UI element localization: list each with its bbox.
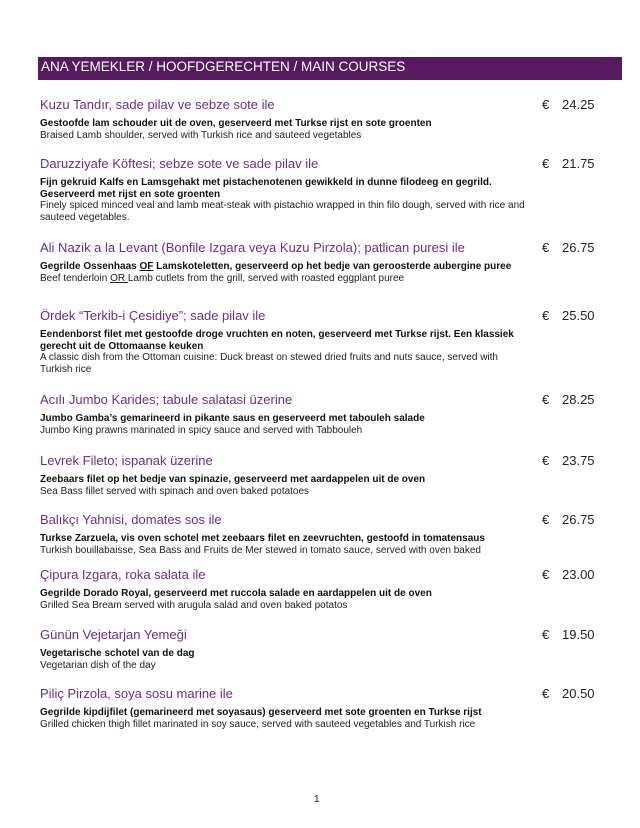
english-description: [40, 486, 525, 498]
currency-symbol: €: [542, 97, 550, 112]
dutch-description: [40, 474, 520, 486]
description-text: Jumbo Gamba’s gemarineerd in pikante saus en geserveerd met tabouleh salade: [40, 413, 425, 424]
menu-item: [40, 627, 620, 672]
dish-price: [542, 308, 595, 324]
dish-name: Piliç Pirzola, soya sosu marine ile: [40, 686, 233, 701]
currency-symbol: €: [542, 240, 550, 255]
dutch-description: [40, 329, 520, 352]
emphasis-text: OR: [110, 272, 128, 284]
section-header: ANA YEMEKLER / HOOFDGERECHTEN / MAIN COURSES: [38, 57, 622, 80]
dutch-description: [40, 588, 520, 600]
emphasis-text: OF: [139, 261, 154, 272]
english-description: [40, 200, 525, 224]
description-text: Vegetarische schotel van de dag: [40, 648, 195, 659]
description-text: Jumbo King prawns marinated in spicy sauce and served with Tabbouleh: [40, 424, 363, 436]
menu-item: [40, 567, 620, 612]
dish-name: Ördek “Terkib-i Çesidiye”; sade pilav ile: [40, 308, 266, 323]
page-number: 1: [314, 794, 320, 805]
currency-symbol: €: [542, 453, 550, 468]
currency-symbol: €: [542, 567, 550, 582]
dish-name: Balıkçı Yahnisi, domates sos ile: [40, 512, 222, 527]
description-text: Vegetarian dish of the day: [40, 659, 156, 671]
description-text: Finely spiced minced veal and lamb meat-steak with pistachio wrapped in thin filo dough, served with rice and sauteed vegetables.: [40, 200, 525, 223]
dutch-description: [40, 118, 520, 130]
dish-name: Çipura Izgara, roka salata ile: [40, 567, 206, 582]
description-text: Zeebaars filet op het bedje van spinazie, geserveerd met aardappelen uit de oven: [40, 474, 426, 485]
dish-price: [542, 156, 595, 172]
description-text: Braised Lamb shoulder, served with Turkish rice and sauteed vegetables: [40, 129, 362, 141]
currency-symbol: €: [542, 156, 550, 171]
english-description: [40, 545, 525, 557]
dish-name: Günün Vejetarjan Yemeği: [40, 627, 187, 642]
menu-item: [40, 512, 620, 557]
english-description: [40, 719, 525, 731]
dish-price: [542, 453, 595, 469]
menu-item: [40, 97, 620, 142]
currency-symbol: €: [542, 392, 550, 407]
dish-name: Levrek Fileto; ispanak üzerine: [40, 453, 213, 468]
description-text: Eendenborst filet met gestoofde droge vruchten en noten, geserveerd met Turkse rijst. Een klassiek gerecht uit de Ottomaanse keuken: [40, 329, 514, 352]
dutch-description: [40, 413, 520, 425]
menu-item: [40, 308, 620, 376]
price-value: 21.75: [562, 156, 595, 171]
description-text: Grilled Sea Bream served with arugula salad and oven baked potatos: [40, 599, 348, 611]
menu-item: [40, 240, 620, 285]
menu-item: [40, 392, 620, 437]
dish-price: [542, 512, 595, 528]
currency-symbol: €: [542, 512, 550, 527]
description-text: Beef tenderloin: [40, 272, 111, 284]
english-description: [40, 352, 525, 376]
dish-price: [542, 97, 595, 113]
price-value: 26.75: [562, 240, 595, 255]
dutch-description: [40, 533, 520, 545]
price-value: 26.75: [562, 512, 595, 527]
dish-price: [542, 686, 595, 702]
currency-symbol: €: [542, 627, 550, 642]
dutch-description: [40, 261, 520, 273]
price-value: 28.25: [562, 392, 595, 407]
description-text: Gegrilde Dorado Royal, geserveerd met ruccola salade en aardappelen uit de oven: [40, 588, 432, 599]
dish-price: [542, 627, 595, 643]
currency-symbol: €: [542, 308, 550, 323]
description-text: Lamb cutlets from the grill, served with roasted eggplant puree: [127, 272, 405, 284]
english-description: [40, 425, 525, 437]
description-text: Sea Bass fillet served with spinach and oven baked potatoes: [40, 485, 310, 497]
dutch-description: [40, 648, 520, 660]
english-description: [40, 273, 525, 285]
description-text: Gegrilde kipdijfilet (gemarineerd met soyasaus) geserveerd met sote groenten en Turkse rijst: [40, 707, 482, 718]
menu-item: [40, 686, 620, 731]
english-description: [40, 600, 525, 612]
english-description: [40, 130, 525, 142]
dutch-description: [40, 177, 520, 200]
dish-name: Daruzziyafe Köftesi; sebze sote ve sade pilav ile: [40, 156, 319, 171]
description-text: Gestoofde lam schouder uit de oven, geserveerd met Turkse rijst en sote groenten: [40, 118, 432, 129]
dish-name: Kuzu Tandır, sade pilav ve sebze sote ile: [40, 97, 275, 112]
price-value: 19.50: [562, 627, 595, 642]
description-text: Turkish bouillabaisse, Sea Bass and Fruits de Mer stewed in tomato sauce, served with oven baked: [40, 544, 481, 556]
dish-price: [542, 567, 595, 583]
currency-symbol: €: [542, 686, 550, 701]
description-text: Grilled chicken thigh fillet marinated in soy sauce, served with sauteed vegetables and Turkish rice: [40, 718, 476, 730]
menu-item: [40, 453, 620, 498]
menu-item: [40, 156, 620, 224]
description-text: Turkse Zarzuela, vis oven schotel met zeebaars filet en zeevruchten, gestoofd in tomatensaus: [40, 533, 485, 544]
description-text: A classic dish from the Ottoman cuisine: Duck breast on stewed dried fruits and nuts sauce, served with Turkish rice: [40, 352, 498, 375]
price-value: 25.50: [562, 308, 595, 323]
price-value: 23.00: [562, 567, 595, 582]
english-description: [40, 660, 525, 672]
price-value: 24.25: [562, 97, 595, 112]
description-text: Fijn gekruid Kalfs en Lamsgehakt met pistachenotenen gewikkeld in dunne filodeeg en gegrild. Geserveerd met rijst en sote groenten: [40, 177, 492, 200]
description-text: Lamskoteletten, geserveerd op het bedje van geroosterde aubergine puree: [153, 261, 512, 272]
dish-name: Acılı Jumbo Karides; tabule salatasi üzerine: [40, 392, 293, 407]
price-value: 23.75: [562, 453, 595, 468]
dish-price: [542, 392, 595, 408]
dish-name: Ali Nazik a la Levant (Bonfile Izgara veya Kuzu Pirzola); patlican puresi ile: [40, 240, 465, 255]
dutch-description: [40, 707, 520, 719]
dish-price: [542, 240, 595, 256]
price-value: 20.50: [562, 686, 595, 701]
description-text: Gegrilde Ossenhaas: [40, 261, 140, 272]
